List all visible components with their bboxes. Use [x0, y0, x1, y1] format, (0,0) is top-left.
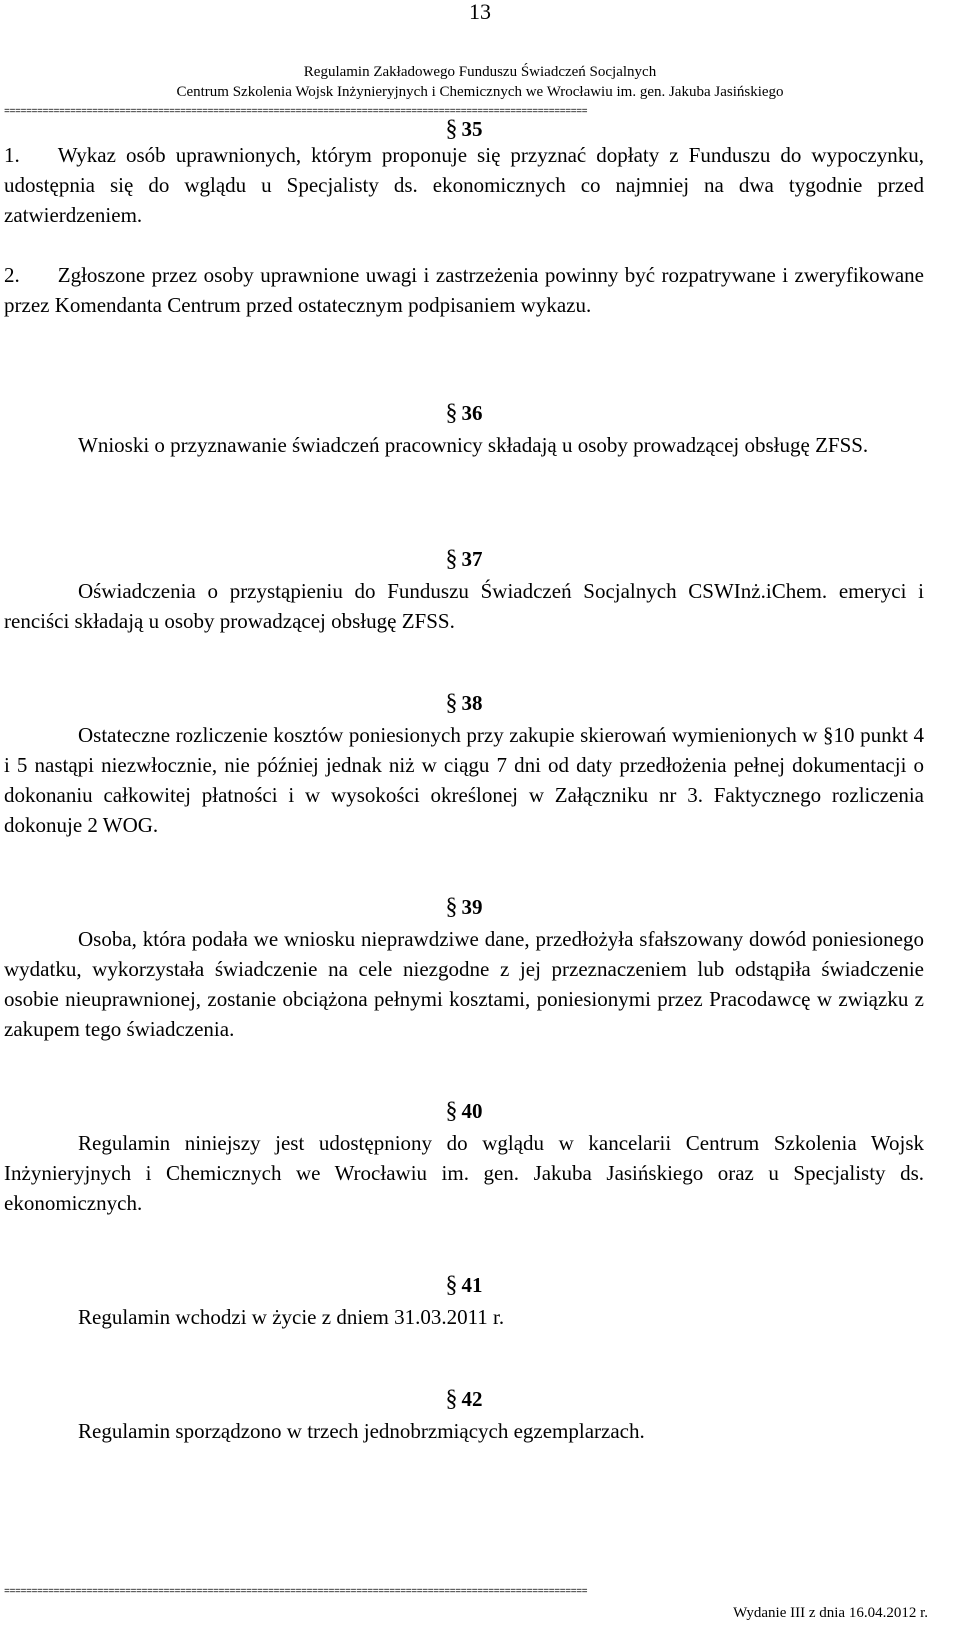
section-40-body: [4, 1128, 924, 1218]
paragraph-42: Regulamin sporządzono w trzech jednobrzmiących egzemplarzach.: [78, 1419, 645, 1443]
footer-rule: ==========================================================================================================: [4, 1588, 588, 1598]
page-number: 13: [469, 0, 491, 24]
paragraph-40: Regulamin niniejszy jest udostępniony do wglądu w kancelarii Centrum Szkolenia Wojsk Inżynieryjnych i Chemicznych we Wrocławiu im. gen. Jakuba Jasińskiego oraz u Specjalisty ds. ekonomicznych.: [4, 1131, 924, 1215]
list-number: 2.: [4, 263, 20, 287]
section-number: 37: [461, 547, 483, 571]
section-39-body: [4, 924, 924, 1044]
paragraph-41: Regulamin wchodzi w życie z dniem 31.03.2011 r.: [78, 1305, 505, 1329]
paragraph-36: Wnioski o przyznawanie świadczeń pracownicy składają u osoby prowadzącej obsługę ZFSS.: [78, 433, 869, 457]
section-number: 42: [461, 1387, 483, 1411]
section-heading-40: [0, 1096, 928, 1126]
section-number: 35: [461, 117, 483, 141]
section-heading-41: [0, 1270, 928, 1300]
section-heading-37: [0, 544, 928, 574]
section-number: 39: [461, 895, 483, 919]
paragraph-38: Ostateczne rozliczenie kosztów poniesionych przy zakupie skierowań wymienionych w §10 punkt 4 i 5 nastąpi niezwłocznie, nie później jednak niż w ciągu 7 dni od daty przedłożenia pełnej dokumentacji o dokonaniu całkowitej płatności i w wysokości określonej w Załączniku nr 3. Faktycznego rozliczenia dokonuje 2 WOG.: [4, 723, 924, 837]
section-sign: §: [445, 1098, 458, 1124]
paragraph-text: Zgłoszone przez osoby uprawnione uwagi i zastrzeżenia powinny być rozpatrywane i zweryfikowane przez Komendanta Centrum przed ostatecznym podpisaniem wykazu.: [4, 263, 924, 317]
header-institution: Centrum Szkolenia Wojsk Inżynieryjnych i Chemicznych we Wrocławiu im. gen. Jakuba Jasińskiego: [176, 84, 784, 100]
section-sign: §: [445, 400, 458, 426]
section-number: 40: [461, 1099, 483, 1123]
list-number: 1.: [4, 143, 20, 167]
section-sign: §: [445, 690, 458, 716]
paragraph-text: Wykaz osób uprawnionych, którym proponuje się przyznać dopłaty z Funduszu do wypoczynku, udostępnia się do wglądu u Specjalisty ds. ekonomicznych co najmniej na dwa tygodnie przed zatwierdzeniem.: [4, 143, 924, 227]
section-number: 38: [461, 691, 483, 715]
section-heading-42: [0, 1384, 928, 1414]
paragraph-39: Osoba, która podała we wniosku nieprawdziwe dane, przedłożyła sfałszowany dowód poniesionego wydatku, wykorzystała świadczenie na cele niezgodne z jej przeznaczeniem lub odstąpiła świadczenie osobie nieuprawnionej, zostanie obciążona pełnymi kosztami, poniesionymi przez Pracodawcę w związku z zakupem tego świadczenia.: [4, 927, 924, 1041]
section-heading-38: [0, 688, 928, 718]
section-38-body: [4, 720, 924, 840]
paragraph-37: Oświadczenia o przystąpieniu do Funduszu Świadczeń Socjalnych CSWInż.iChem. emeryci i renciści składają u osoby prowadzącej obsługę ZFSS.: [4, 579, 924, 633]
section-42-body: [4, 1416, 924, 1446]
section-37-body: [4, 576, 924, 636]
section-35-body: [4, 140, 924, 320]
section-sign: §: [445, 1386, 458, 1412]
section-sign: §: [445, 116, 458, 142]
section-sign: §: [445, 1272, 458, 1298]
paragraph-35-2: [4, 260, 924, 320]
section-number: 36: [461, 401, 483, 425]
running-header: [0, 62, 960, 102]
footer-edition: Wydanie III z dnia 16.04.2012 r.: [733, 1605, 928, 1621]
paragraph-35-1: [4, 140, 924, 230]
header-title: Regulamin Zakładowego Funduszu Świadczeń Socjalnych: [303, 64, 657, 80]
header-rule: ==========================================================================================================: [4, 108, 588, 118]
section-heading-36: [0, 398, 928, 428]
section-number: 41: [461, 1273, 483, 1297]
section-41-body: [4, 1302, 924, 1332]
section-sign: §: [445, 546, 458, 572]
section-36-body: [4, 430, 924, 460]
section-sign: §: [445, 894, 458, 920]
section-heading-39: [0, 892, 928, 922]
